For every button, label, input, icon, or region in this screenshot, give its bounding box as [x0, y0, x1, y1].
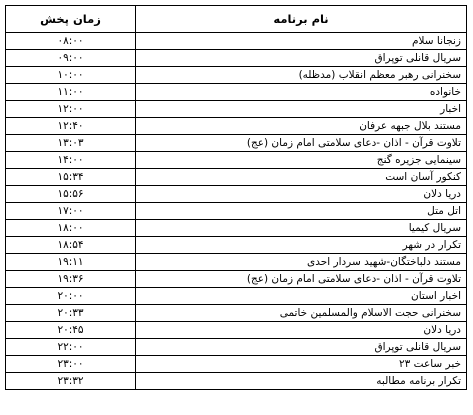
program-name-cell: تکرار در شهر	[136, 237, 467, 254]
table-row	[6, 288, 467, 305]
program-name-cell: کنکور آسان است	[136, 169, 467, 186]
table-row	[6, 356, 467, 373]
air-time-cell: ۱۵:۳۴	[6, 169, 136, 186]
header-program-name: نام برنامه	[136, 6, 467, 33]
table-row	[6, 339, 467, 356]
air-time-cell: ۲۳:۳۲	[6, 373, 136, 390]
table-row	[6, 135, 467, 152]
air-time-cell: ۲۳:۰۰	[6, 356, 136, 373]
table-row	[6, 203, 467, 220]
air-time-cell: ۰۸:۰۰	[6, 33, 136, 50]
air-time-cell: ۲۲:۰۰	[6, 339, 136, 356]
table-row	[6, 322, 467, 339]
air-time-cell: ۱۳:۰۳	[6, 135, 136, 152]
program-name-cell: دریا دلان	[136, 322, 467, 339]
schedule-table	[5, 5, 467, 390]
program-name-cell: تکرار برنامه مطالبه	[136, 373, 467, 390]
air-time-cell: ۰۹:۰۰	[6, 50, 136, 67]
table-row	[6, 33, 467, 50]
program-name-cell: خبر ساعت ۲۳	[136, 356, 467, 373]
table-row	[6, 67, 467, 84]
header-air-time: زمان پخش	[6, 6, 136, 33]
program-name-cell: سریال قانلی توپراق	[136, 339, 467, 356]
table-row	[6, 237, 467, 254]
table-row	[6, 220, 467, 237]
air-time-cell: ۲۰:۴۵	[6, 322, 136, 339]
program-name-cell: اتل متل	[136, 203, 467, 220]
table-row	[6, 84, 467, 101]
air-time-cell: ۲۰:۳۳	[6, 305, 136, 322]
air-time-cell: ۱۷:۰۰	[6, 203, 136, 220]
air-time-cell: ۱۰:۰۰	[6, 67, 136, 84]
program-name-cell: سریال قانلی توپراق	[136, 50, 467, 67]
table-row	[6, 305, 467, 322]
table-row	[6, 118, 467, 135]
air-time-cell: ۱۱:۰۰	[6, 84, 136, 101]
program-name-cell: زنجانا سلام	[136, 33, 467, 50]
header-row	[6, 6, 467, 33]
table-row	[6, 152, 467, 169]
schedule-body	[6, 33, 467, 390]
program-name-cell: سخنرانی رهبر معظم انقلاب (مدظله)	[136, 67, 467, 84]
air-time-cell: ۱۵:۵۶	[6, 186, 136, 203]
program-name-cell: سینمایی جزیره گنج	[136, 152, 467, 169]
program-name-cell: اخبار	[136, 101, 467, 118]
program-name-cell: سخنرانی حجت الاسلام والمسلمین خاتمی	[136, 305, 467, 322]
air-time-cell: ۱۴:۰۰	[6, 152, 136, 169]
air-time-cell: ۱۲:۰۰	[6, 101, 136, 118]
air-time-cell: ۱۲:۴۰	[6, 118, 136, 135]
program-name-cell: اخبار استان	[136, 288, 467, 305]
program-name-cell: دریا دلان	[136, 186, 467, 203]
table-row	[6, 271, 467, 288]
table-row	[6, 101, 467, 118]
program-name-cell: تلاوت قرآن - اذان -دعای سلامتی امام زمان (عج)	[136, 271, 467, 288]
program-name-cell: خانواده	[136, 84, 467, 101]
table-row	[6, 254, 467, 271]
table-row	[6, 373, 467, 390]
air-time-cell: ۱۹:۱۱	[6, 254, 136, 271]
table-row	[6, 186, 467, 203]
program-name-cell: مستند دلباختگان-شهید سردار احدی	[136, 254, 467, 271]
program-name-cell: تلاوت قرآن - اذان -دعای سلامتی امام زمان (عج)	[136, 135, 467, 152]
program-name-cell: سریال کیمیا	[136, 220, 467, 237]
table-row	[6, 169, 467, 186]
air-time-cell: ۱۸:۰۰	[6, 220, 136, 237]
air-time-cell: ۱۹:۳۶	[6, 271, 136, 288]
table-row	[6, 50, 467, 67]
air-time-cell: ۲۰:۰۰	[6, 288, 136, 305]
program-name-cell: مستند بلال جبهه عرفان	[136, 118, 467, 135]
air-time-cell: ۱۸:۵۴	[6, 237, 136, 254]
